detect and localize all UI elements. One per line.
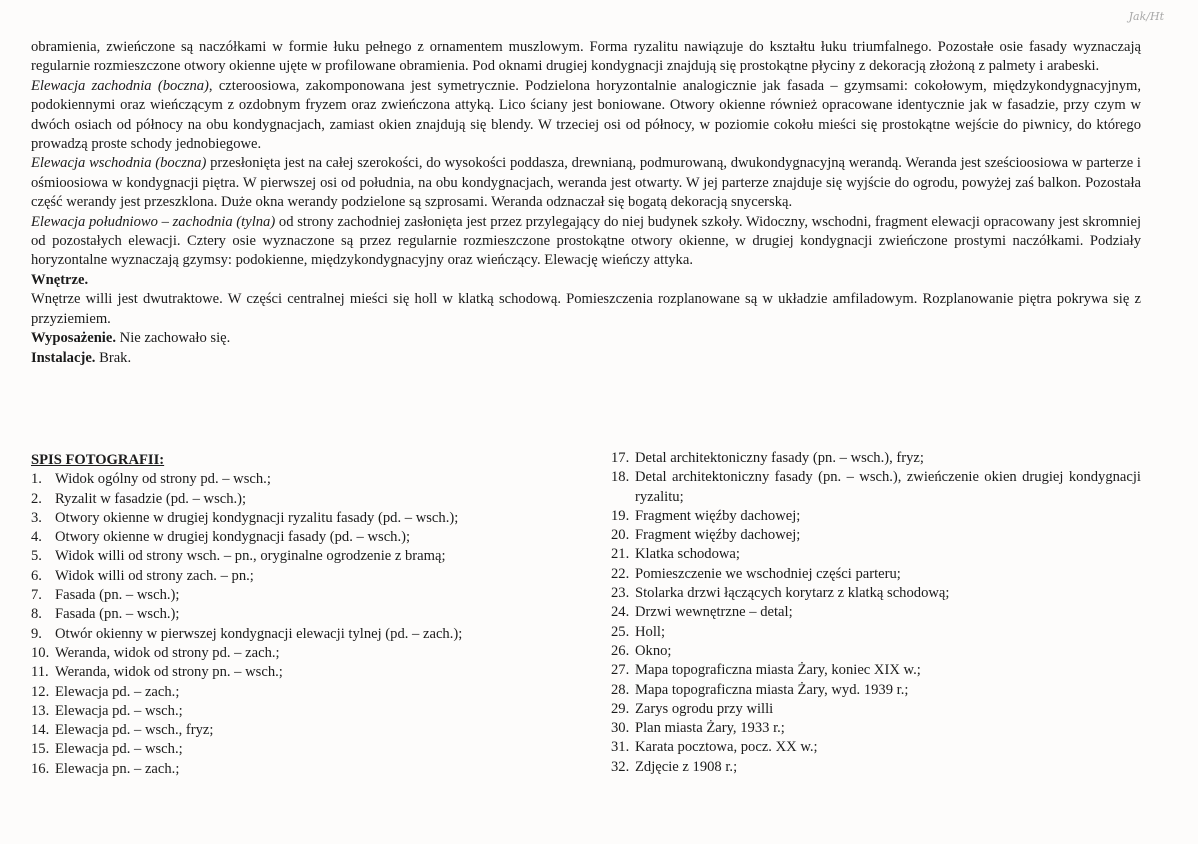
item-text: Otwór okienny w pierwszej kondygnacji elewacji tylnej (pd. – zach.); — [55, 625, 463, 642]
item-text: Zdjęcie z 1908 r.; — [635, 758, 738, 775]
photo-list-item — [31, 625, 591, 644]
paragraph-text: przesłonięta jest na całej szerokości, do wysokości poddasza, drewnianą, podmurowaną, dwukondygnacyjną werandą. Weranda jest sześcioosiowa w parterze i ośmioosiowa w kondygnacji piętra. W pierwszej osi od południa, na obu kondygnacjach, weranda jest otwarty. W jej parterze znajduje się wyjście do ogrodu, powyżej zaś balkon. Pozostała część werandy jest przeszklona. Duże okna werandy podzielone są szprosami. Weranda odznaczał się bogatą dekoracją snycerską. — [31, 155, 1141, 211]
item-text: Okno; — [635, 642, 672, 659]
item-text: Fragment więźby dachowej; — [635, 507, 801, 524]
item-number: 26. — [611, 642, 630, 659]
item-number: 1. — [31, 471, 42, 488]
item-text: Fasada (pn. – wsch.); — [55, 606, 180, 623]
item-text: Weranda, widok od strony pd. – zach.; — [55, 644, 280, 661]
paragraph-text: Brak. — [95, 349, 132, 366]
item-number: 22. — [611, 565, 630, 582]
photo-list-item — [611, 526, 1141, 545]
item-number: 32. — [611, 758, 630, 775]
item-number: 30. — [611, 720, 630, 737]
paragraph-text: Wnętrze willi jest dwutraktowe. W części centralnej mieści się holl w klatką schodową. Pomieszczenia rozplanowane są w układzie amfiladowym. Rozplanowanie piętra pokrywa się z przyziemiem. — [31, 291, 1141, 327]
paragraph-installations — [31, 349, 1141, 368]
item-number: 12. — [31, 683, 50, 700]
photo-list-item — [31, 567, 591, 586]
item-text: Otwory okienne w drugiej kondygnacji fasady (pd. – wsch.); — [55, 529, 411, 546]
item-number: 31. — [611, 739, 630, 756]
photo-list-item — [611, 545, 1141, 564]
item-text: Plan miasta Żary, 1933 r.; — [635, 720, 785, 737]
paragraph-interior — [31, 290, 1141, 329]
item-text: Elewacja pd. – wsch.; — [55, 702, 183, 719]
photo-list-item — [611, 623, 1141, 642]
paragraph-text: Nie zachowało się. — [116, 330, 231, 347]
item-text: Detal architektoniczny fasady (pn. – wsch.), zwieńczenie okien drugiej kondygnacji ryzalitu; — [635, 469, 1141, 505]
photo-list-item — [611, 758, 1141, 777]
item-text: Elewacja pd. – zach.; — [55, 683, 180, 700]
photo-list-item — [611, 507, 1141, 526]
section-heading-interior — [31, 271, 1141, 290]
photo-list-item — [31, 470, 591, 489]
paragraph-rear-elevation — [31, 213, 1141, 271]
item-text: Otwory okienne w drugiej kondygnacji ryzalitu fasady (pd. – wsch.); — [55, 509, 459, 526]
item-number: 5. — [31, 548, 42, 565]
item-text: Holl; — [635, 623, 665, 640]
photo-list-item — [31, 547, 591, 566]
paragraph-text: obramienia, zwieńczone są naczółkami w formie łuku pełnego z ornamentem muszlowym. Forma ryzalitu nawiązuje do kształtu łuku triumfalnego. Pozostałe osie fasady wyznaczają regularnie rozmieszczone otwory okienne ujęte w profilowane obramienia. Pod oknami drugiej kondygnacji znajdują się prostokątne płyciny z dekoracją złożoną z palmety i arabeski. — [31, 39, 1141, 75]
photo-list-item — [611, 642, 1141, 661]
photo-list-item — [611, 603, 1141, 622]
photo-list-item — [611, 661, 1141, 680]
photo-list-item — [611, 719, 1141, 738]
description-text — [31, 38, 1141, 368]
photo-list-item — [611, 565, 1141, 584]
paragraph-lead: Elewacja zachodnia (boczna) — [31, 77, 209, 94]
item-text: Klatka schodowa; — [635, 546, 740, 563]
photo-list-item — [31, 760, 591, 779]
item-text: Pomieszczenie we wschodniej części parteru; — [635, 565, 901, 582]
item-text: Elewacja pd. – wsch.; — [55, 741, 183, 758]
photo-list-item — [611, 449, 1141, 468]
photo-list-item — [611, 681, 1141, 700]
item-text: Karata pocztowa, pocz. XX w.; — [635, 739, 818, 756]
photo-list-item — [31, 490, 591, 509]
item-number: 3. — [31, 509, 42, 526]
item-number: 7. — [31, 587, 42, 604]
item-text: Elewacja pd. – wsch., fryz; — [55, 722, 214, 739]
item-text: Mapa topograficzna miasta Żary, wyd. 1939 r.; — [635, 681, 909, 698]
item-text: Fasada (pn. – wsch.); — [55, 587, 180, 604]
item-text: Ryzalit w fasadzie (pd. – wsch.); — [55, 490, 247, 507]
photo-list-left — [31, 470, 591, 779]
photo-list-item — [611, 700, 1141, 719]
item-text: Stolarka drzwi łączących korytarz z klatką schodową; — [635, 585, 950, 602]
photo-list-item — [611, 468, 1141, 507]
item-number: 19. — [611, 507, 630, 524]
item-number: 11. — [31, 664, 49, 681]
item-number: 18. — [611, 469, 630, 486]
item-number: 24. — [611, 604, 630, 621]
item-text: Elewacja pn. – zach.; — [55, 760, 180, 777]
item-number: 10. — [31, 644, 50, 661]
item-text: Detal architektoniczny fasady (pn. – wsch.), fryz; — [635, 450, 924, 466]
photo-list-item — [31, 740, 591, 759]
photo-list-left-column — [31, 451, 591, 779]
item-text: Weranda, widok od strony pn. – wsch.; — [55, 664, 283, 681]
paragraph-lead: Wyposażenie. — [31, 330, 116, 347]
photo-list-title: SPIS FOTOGRAFII: — [31, 452, 165, 468]
photo-list-item — [31, 644, 591, 663]
item-number: 8. — [31, 606, 42, 623]
item-number: 14. — [31, 722, 50, 739]
photo-list-item — [31, 509, 591, 528]
item-text: Drzwi wewnętrzne – detal; — [635, 604, 793, 621]
photo-list-item — [31, 586, 591, 605]
item-number: 25. — [611, 623, 630, 640]
paragraph-facade-continuation — [31, 38, 1141, 77]
paragraph-west-elevation — [31, 77, 1141, 155]
item-text: Mapa topograficzna miasta Żary, koniec XIX w.; — [635, 662, 921, 679]
item-number: 2. — [31, 490, 42, 507]
photo-list-item — [611, 584, 1141, 603]
item-number: 9. — [31, 625, 42, 642]
item-text: Widok ogólny od strony pd. – wsch.; — [55, 471, 271, 488]
photo-list-item — [31, 721, 591, 740]
heading-text: Wnętrze. — [31, 271, 89, 288]
photo-list-right — [611, 449, 1141, 777]
item-number: 4. — [31, 529, 42, 546]
item-number: 21. — [611, 546, 630, 563]
photo-list-item — [31, 605, 591, 624]
item-number: 20. — [611, 527, 630, 544]
archive-stamp: Jak/Ht — [1128, 10, 1164, 23]
paragraph-lead: Elewacja południowo – zachodnia (tylna) — [31, 213, 276, 230]
item-number: 29. — [611, 700, 630, 717]
paragraph-east-elevation — [31, 154, 1141, 212]
item-number: 23. — [611, 585, 630, 602]
item-text: Fragment więźby dachowej; — [635, 527, 801, 544]
item-text: Widok willi od strony wsch. – pn., oryginalne ogrodzenie z bramą; — [55, 548, 446, 565]
item-number: 27. — [611, 662, 630, 679]
photo-list-item — [611, 738, 1141, 757]
paragraph-lead: Instalacje. — [31, 349, 96, 366]
paragraph-text: , czteroosiowa, zakomponowana jest symetrycznie. Podzielona horyzontalnie analogicznie jak fasada – gzymsami: cokołowym, międzykondygnacyjnym, podokiennymi oraz wieńczącym z ozdobnym fryzem oraz zwieńczona attyką. Lico ściany jest boniowane. Otwory okienne również opracowane identycznie jak w fasadzie, przy czym w dwóch osiach od północy na obu kondygnacjach, zamiast okien znajdują się blendy. W trzeciej osi od północy, w poziomie cokołu mieści się prostokątne wejście do piwnicy, do którego prowadzą proste schody jednobiegowe. — [31, 77, 1141, 153]
paragraph-lead: Elewacja wschodnia (boczna) — [31, 155, 207, 172]
item-number: 16. — [31, 760, 50, 777]
item-number: 6. — [31, 567, 42, 584]
item-text: Widok willi od strony zach. – pn.; — [55, 567, 254, 584]
item-number: 17. — [611, 450, 630, 466]
paragraph-text: od strony zachodniej zasłonięta jest przez przylegający do niej budynek szkoły. Widoczny, wschodni, fragment elewacji opracowany jest skromniej od pozostałych elewacji. Cztery osie wyznaczone są przez regularnie rozmieszczone prostokątne otwory okienne, w drugiej kondygnacji zwieńczone prostymi naczółkami. Podziały horyzontalne wyznaczają gzymsy: podokienne, międzykondygnacyjny oraz wieńczący. Elewację wieńczy attyka. — [31, 213, 1141, 269]
item-number: 13. — [31, 702, 50, 719]
item-number: 15. — [31, 741, 50, 758]
photo-list-right-column — [611, 449, 1141, 777]
photo-list-item — [31, 702, 591, 721]
photo-list-item — [31, 683, 591, 702]
item-text: Zarys ogrodu przy willi — [635, 700, 774, 717]
paragraph-furnishings — [31, 329, 1141, 348]
photo-list-item — [31, 663, 591, 682]
photo-list-item — [31, 528, 591, 547]
item-number: 28. — [611, 681, 630, 698]
